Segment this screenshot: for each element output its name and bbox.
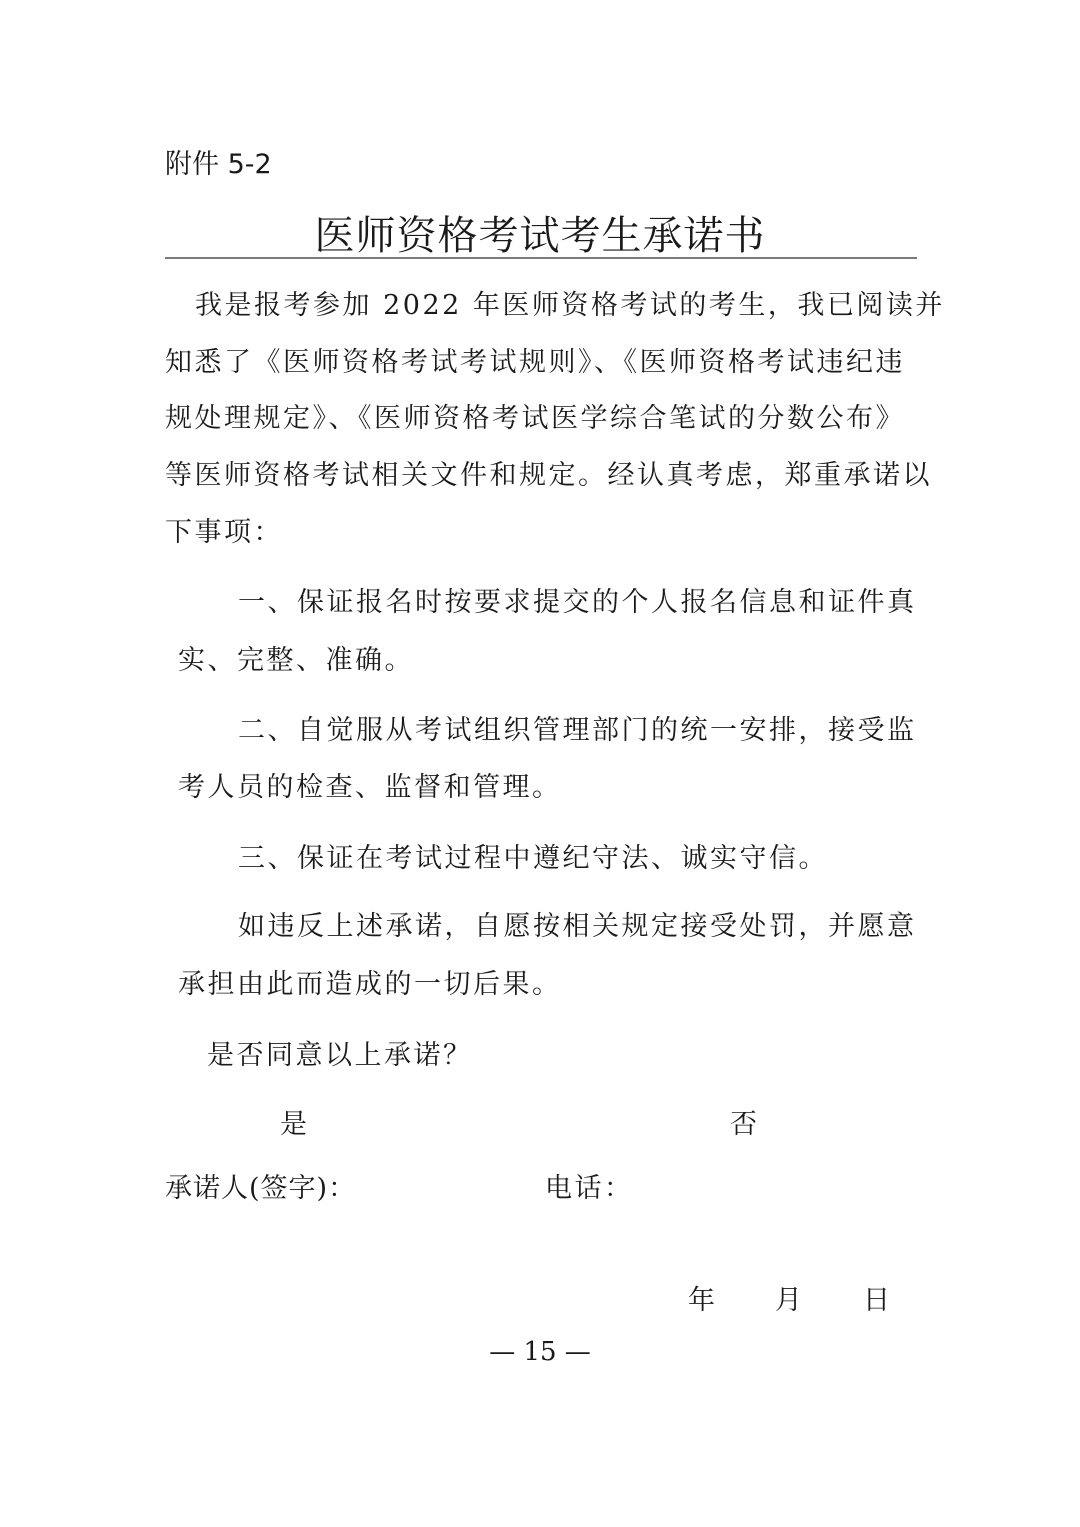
intro-line: 知悉了《医师资格考试考试规则》、《医师资格考试违纪违 [165,347,905,378]
date-year: 年 [688,1285,718,1316]
intro-line: 等医师资格考试相关文件和规定。经认真考虑，郑重承诺以 [165,460,932,491]
date-month: 月 [775,1285,805,1316]
option-no[interactable]: 否 [730,1109,760,1140]
attachment-label: 附件 5-2 [165,149,272,180]
document-title: 医师资格考试考生承诺书 [314,213,766,259]
pledge-item-2-cont: 考人员的检查、监督和管理。 [178,772,562,803]
title-divider [165,257,917,259]
pledge-item-1-cont: 实、完整、准确。 [178,645,414,676]
intro-line: 下事项： [165,517,283,548]
signature-label: 承诺人(签字)： [165,1173,357,1204]
date-day: 日 [863,1285,893,1316]
pledge-item-1: 一、保证报名时按要求提交的个人报名信息和证件真 [238,587,917,618]
pledge-penalty: 如违反上述承诺，自愿按相关规定接受处罚，并愿意 [238,911,917,942]
option-yes[interactable]: 是 [280,1109,310,1140]
pledge-item-3: 三、保证在考试过程中遵纪守法、诚实守信。 [238,843,828,874]
page-number: — 15 — [489,1337,591,1367]
pledge-item-2: 二、自觉服从考试组织管理部门的统一安排，接受监 [238,715,917,746]
agree-question: 是否同意以上承诺？ [207,1040,473,1071]
intro-line: 我是报考参加 2022 年医师资格考试的考生，我已阅读并 [195,290,945,321]
phone-label: 电话： [545,1173,634,1204]
intro-line: 规处理规定》、《医师资格考试医学综合笔试的分数公布》 [165,403,905,434]
pledge-penalty-cont: 承担由此而造成的一切后果。 [178,969,562,1000]
